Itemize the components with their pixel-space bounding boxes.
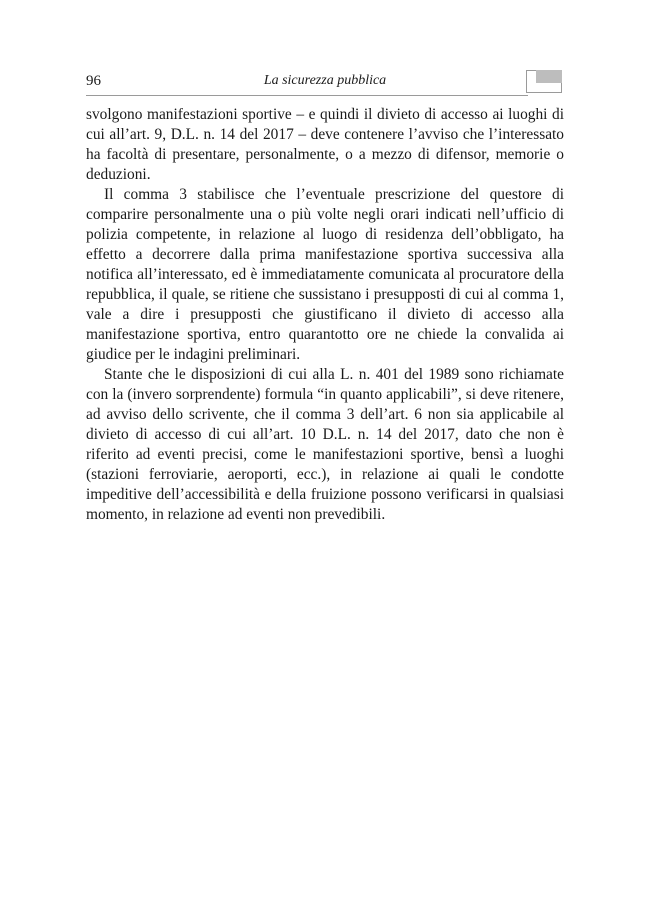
body-text	[86, 105, 564, 525]
page-header	[86, 70, 564, 96]
paragraph-2: Il comma 3 stabilisce che l’eventuale prescrizione del questore di comparire personalmente una o più volte negli orari indicati nell’ufficio di polizia competente, in relazione al luogo di residenza dell’obbligato, ha effetto a decorrere dalla prima manifestazione sportiva successiva alla notifica all’interessato, ed è immediatamente comunicata al procuratore della repubblica, il quale, se ritiene che sussistano i presupposti di cui al comma 1, vale a dire i presupposti che giustificano il divieto di accesso alla manifestazione sportiva, entro quarantotto ore ne chiede la convalida ai giudice per le indagini preliminari.	[86, 186, 564, 363]
page-number: 96	[86, 73, 101, 89]
corner-tab-fill	[536, 70, 562, 83]
corner-tab-decoration	[526, 70, 562, 93]
paragraph-1: svolgono manifestazioni sportive – e quindi il divieto di accesso ai luoghi di cui all’art. 9, D.L. n. 14 del 2017 – deve contenere l’avviso che l’interessato ha facoltà di presentare, personalmente, o a mezzo di difensor, memorie o deduzioni.	[86, 106, 564, 183]
paragraph-3: Stante che le disposizioni di cui alla L. n. 401 del 1989 sono richiamate con la (invero sorprendente) formula “in quanto applicabili”, si deve ritenere, ad avviso dello scrivente, che il comma 3 dell’art. 6 non sia applicabile al divieto di accesso di cui all’art. 10 D.L. n. 14 del 2017, dato che non è riferito ad eventi precisi, come le manifestazioni sportive, bensì a luoghi (stazioni ferroviarie, aeroporti, ecc.), in relazione ai quali le condotte impeditive dell’accessibilità e della fruizione possono verificarsi in qualsiasi momento, in relazione ad eventi non prevedibili.	[86, 366, 564, 523]
header-rule	[86, 95, 528, 96]
running-title: La sicurezza pubblica	[263, 73, 387, 88]
